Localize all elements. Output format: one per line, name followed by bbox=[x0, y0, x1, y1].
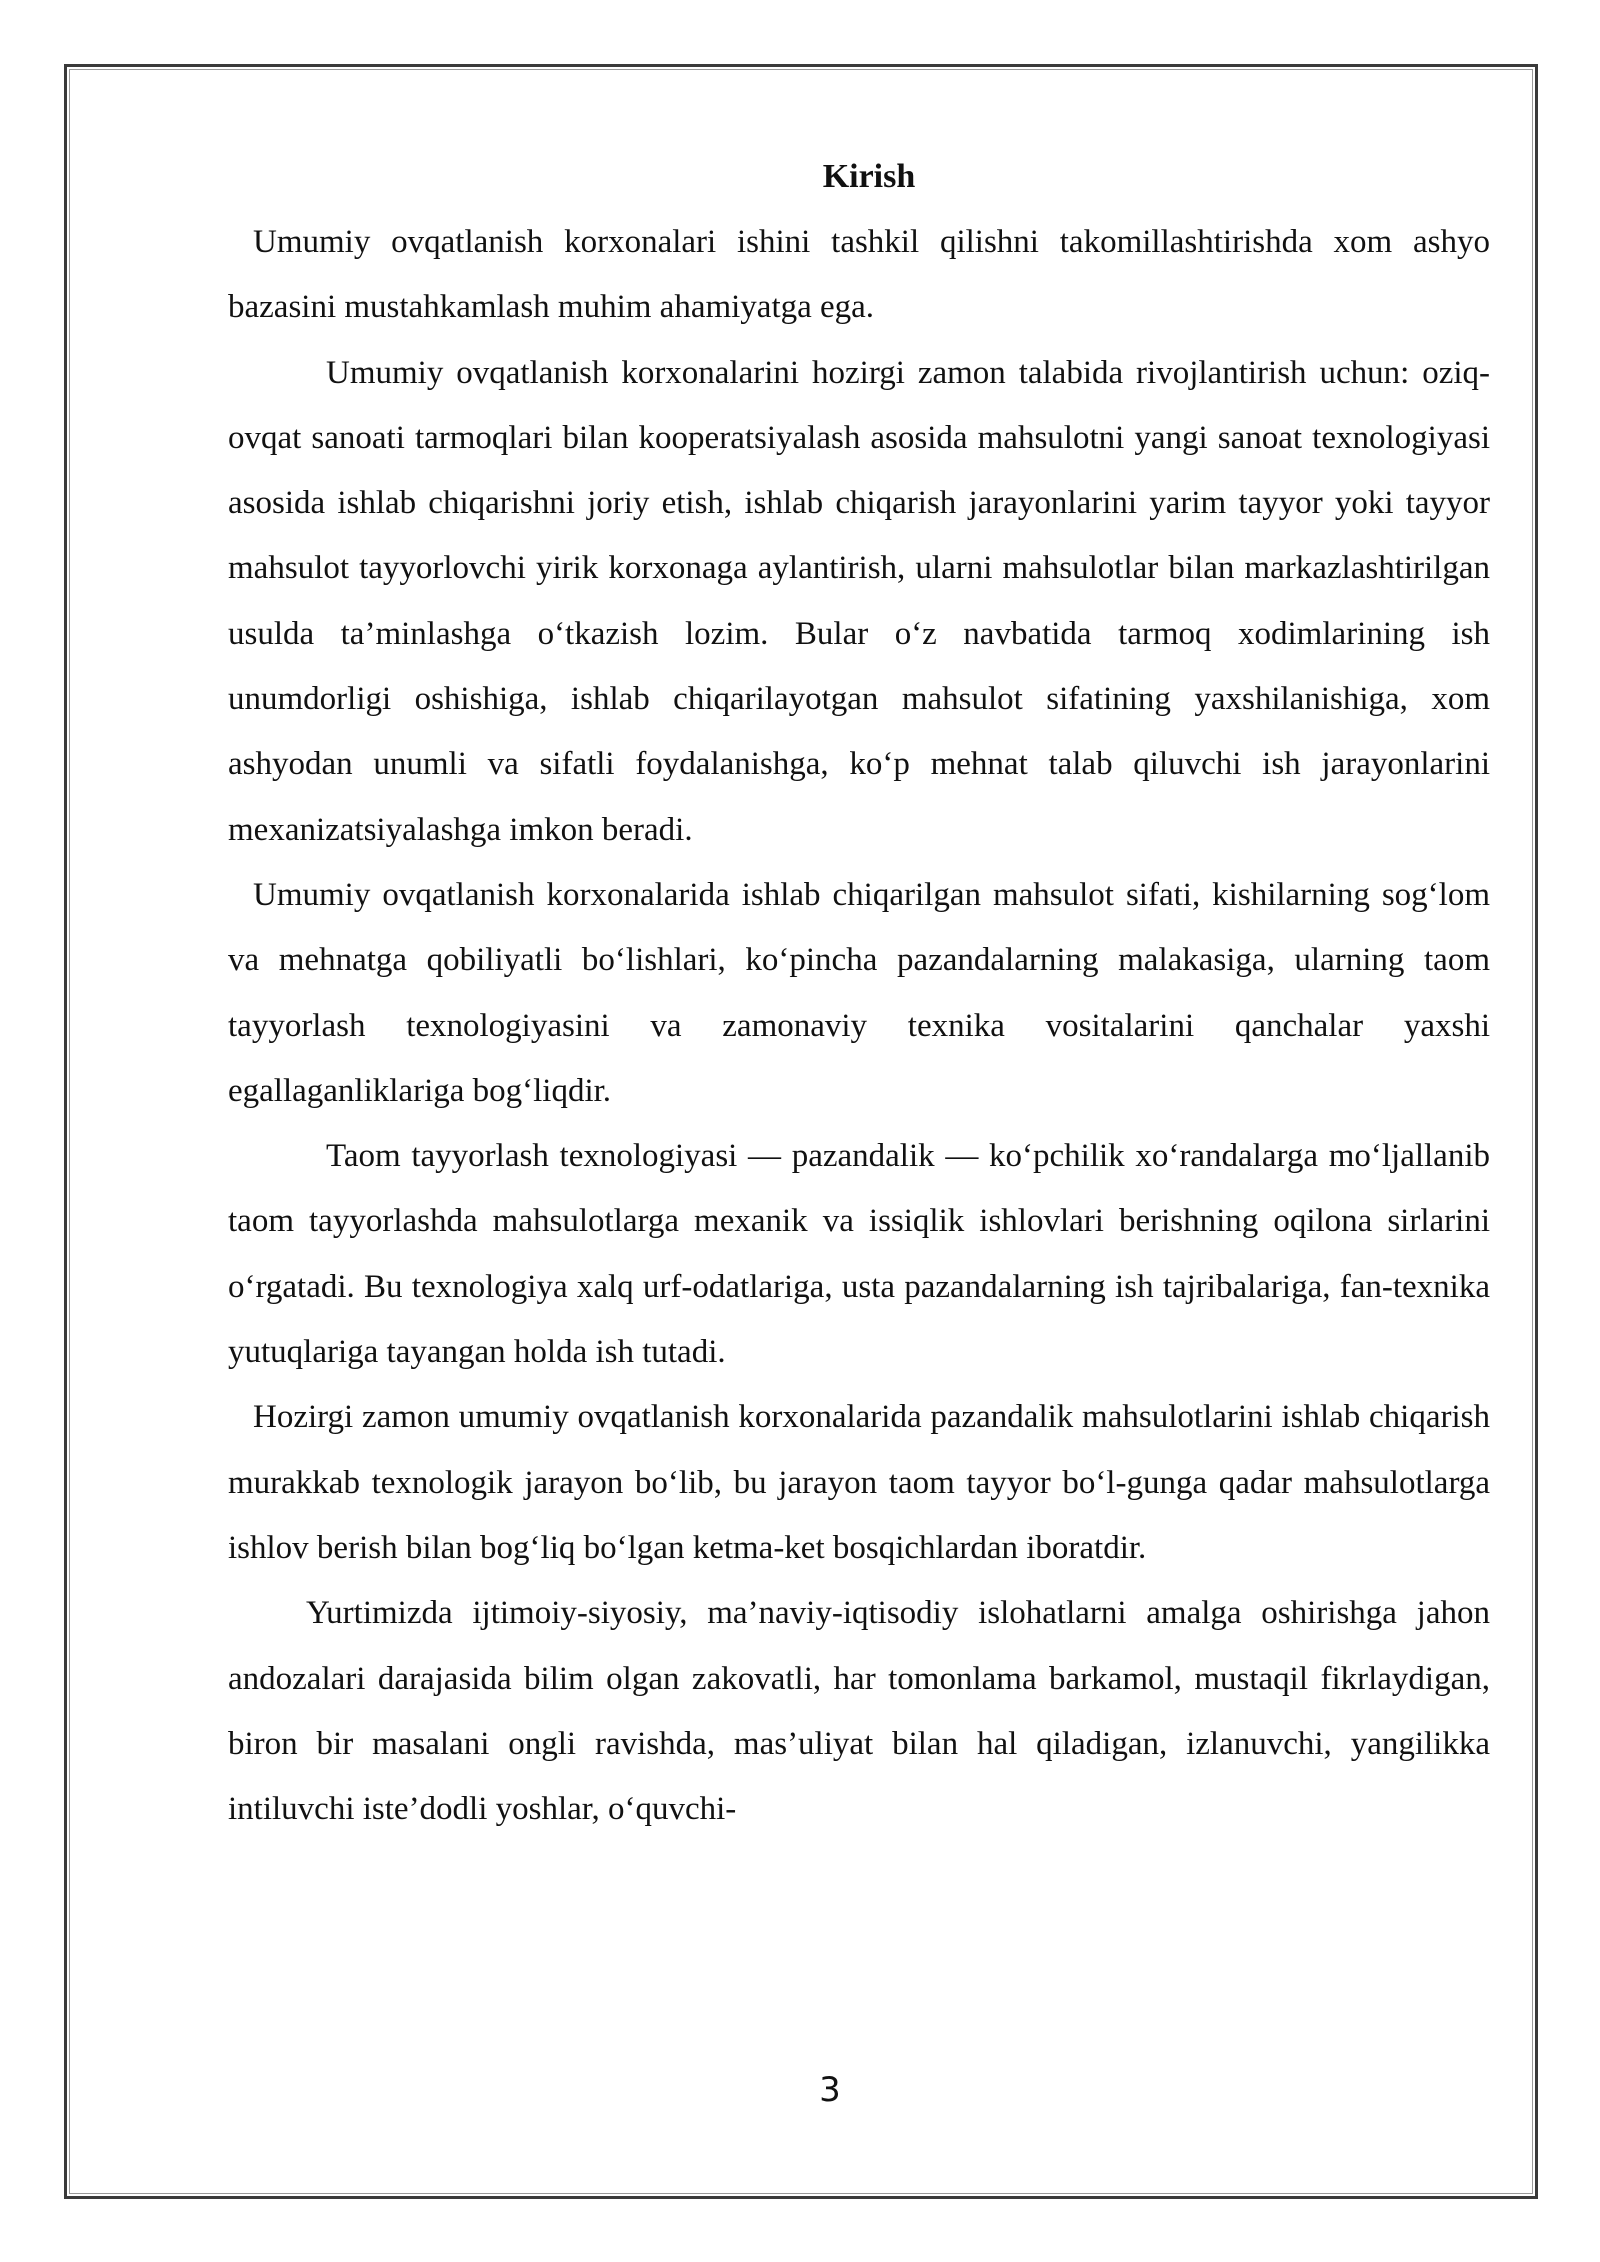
paragraph-2: Umumiy ovqatlanish korxonalarini hozirgi zamon talabida rivojlantirish uchun: oziq-ovqat sanoati tarmoqlari bilan kooperatsiyalash asosida mahsulotni yangi sanoat texnologiyasi asosida ishlab chiqarishni joriy etish, ishlab chiqarish jarayonlarini yarim tayyor yoki tayyor mahsulot tayyorlovchi yirik korxonaga aylantirish, ularni mahsulotlar bilan markazlashtirilgan usulda ta’minlashga o‘tkazish lozim. Bular o‘z navbatida tarmoq xodimlarining ish unumdorligi oshishiga, ishlab chiqarilayotgan mahsulot sifatining yaxshilanishiga, xom ashyodan unumli va sifatli foydalanishga, ko‘p mehnat talab qiluvchi ish jarayonlarini mexanizatsiyalashga imkon beradi. bbox=[228, 354, 1490, 848]
document-body bbox=[228, 144, 1490, 1842]
paragraph-4: Taom tayyorlash texnologiyasi — pazandalik — ko‘pchilik xo‘randalarga mo‘ljallanib taom tayyorlashda mahsulotlarga mexanik va issiqlik ishlovlari berishning oqilona sirlarini o‘rgatadi. Bu texnologiya xalq urf-odatlariga, usta pazandalarning ish tajribalariga, fan-texnika yutuqlariga tayangan holda ish tutadi. bbox=[228, 1138, 1490, 1371]
paragraph-5: Hozirgi zamon umumiy ovqatlanish korxonalarida pazandalik mahsulotlarini ishlab chiqarish murakkab texnologik jarayon bo‘lib, bu jarayon taom tayyor bo‘l-gunga qadar mahsulotlarga ishlov berish bilan bog‘liq bo‘lgan ketma-ket bosqichlardan iboratdir. bbox=[228, 1399, 1490, 1566]
paragraph-6: Yurtimizda ijtimoiy-siyosiy, ma’naviy-iqtisodiy islohatlarni amalga oshirishga jahon andozalari darajasida bilim olgan zakovatli, har tomonlama barkamol, mustaqil fikrlaydigan, biron bir masalani ongli ravishda, mas’uliyat bilan hal qiladigan, izlanuvchi, yangilikka intiluvchi iste’dodli yoshlar, o‘quvchi- bbox=[228, 1595, 1490, 1828]
section-title: Kirish bbox=[822, 158, 916, 195]
paragraph-1: Umumiy ovqatlanish korxonalari ishini tashkil qilishni takomillashtirishda xom ashyo bazasini mustahkamlash muhim ahamiyatga ega. bbox=[228, 224, 1490, 326]
page-number: 3 bbox=[819, 2070, 841, 2110]
paragraph-3: Umumiy ovqatlanish korxonalarida ishlab chiqarilgan mahsulot sifati, kishilarning sog‘lom va mehnatga qobiliyatli bo‘lishlari, ko‘pincha pazandalarning malakasiga, ularning taom tayyorlash texnologiyasini va zamonaviy texnika vositalarini qanchalar yaxshi egallaganliklariga bog‘liqdir. bbox=[228, 876, 1490, 1109]
